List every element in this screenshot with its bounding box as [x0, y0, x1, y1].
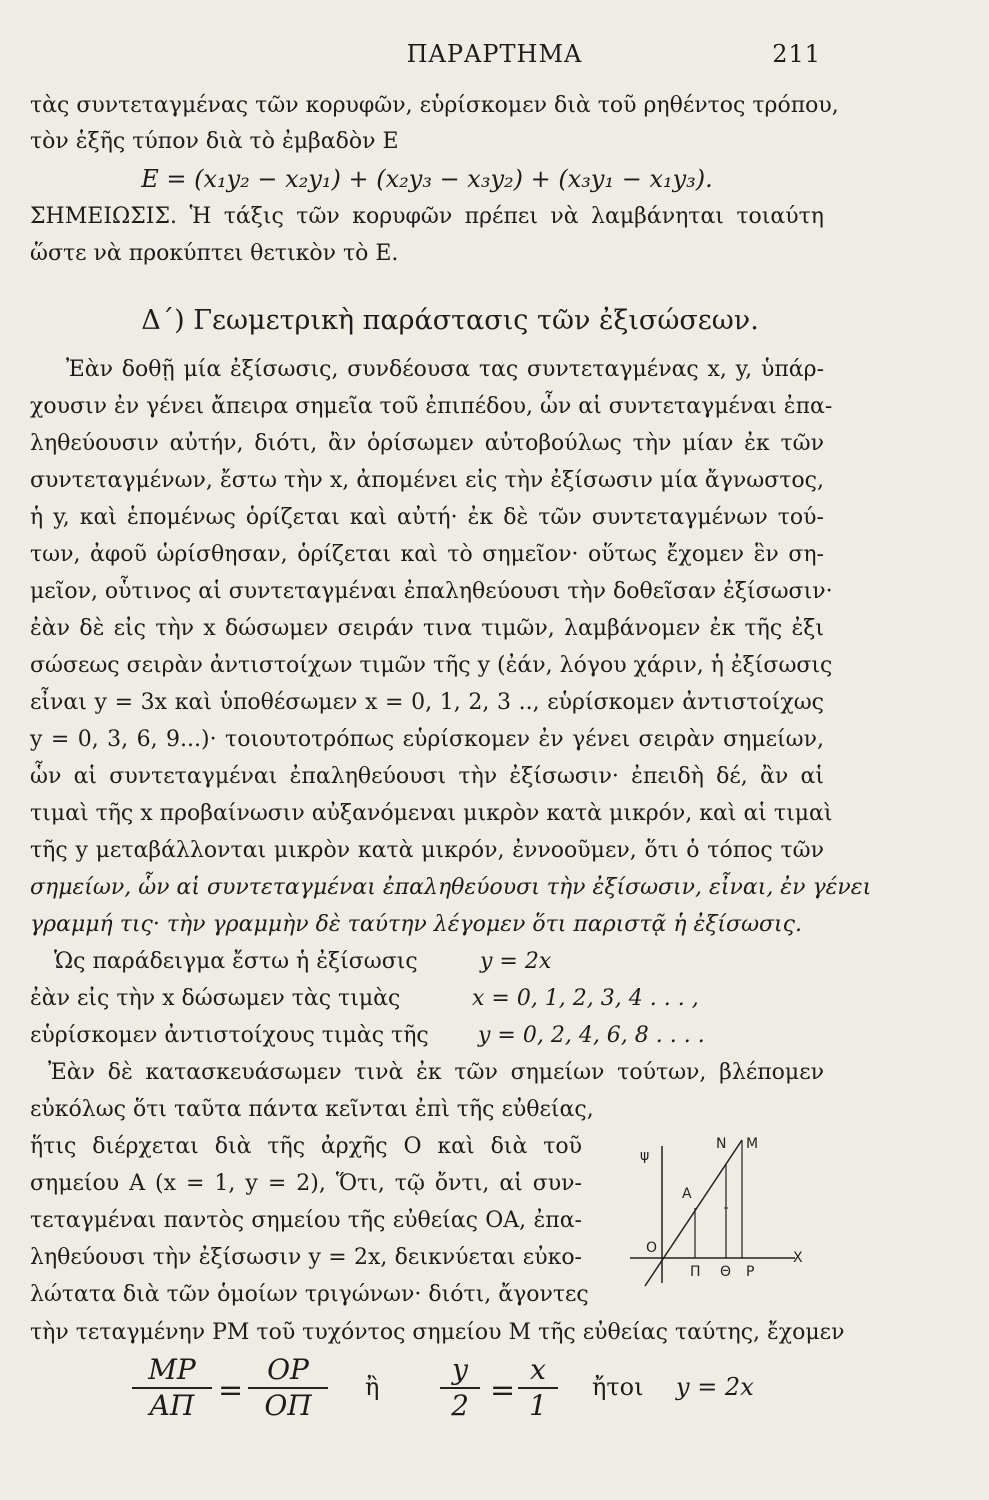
- example-x-values: x = 0, 1, 2, 3, 4 . . . ,: [472, 986, 699, 1011]
- paragraph-line: εὐκόλως ὅτι ταῦτα πάντα κεῖνται ἐπὶ τῆς εὐθείας,: [30, 1097, 594, 1122]
- pi-label: Π: [690, 1264, 701, 1280]
- paragraph-line: των, ἀφοῦ ὡρίσθησαν, ὁρίζεται καὶ τὸ σημεῖον· οὕτως ἔχομεν ἓν ση-: [30, 542, 824, 567]
- paragraph-line: ληθεύουσιν αὐτήν, διότι, ἂν ὁρίσωμεν αὐτοβούλως τὴν μίαν ἐκ τῶν: [30, 431, 824, 456]
- paragraph-line: χουσιν ἐν γένει ἄπειρα σημεῖα τοῦ ἐπιπέδου, ὧν αἱ συντεταγμέναι ἐπα-: [30, 394, 833, 419]
- paragraph-line: Ἐὰν δὲ κατασκευάσωμεν τινὰ ἐκ τῶν σημείων τούτων, βλέπομεν: [48, 1060, 824, 1085]
- fraction-op-opi: [248, 1353, 328, 1423]
- paragraph-line: γραμμή τις· τὴν γραμμὴν δὲ ταύτην λέγομεν ὅτι παριστᾷ ἡ ἐξίσωσις.: [30, 912, 802, 937]
- paragraph-line: μεῖον, οὗτινος αἱ συντεταγμέναι ἐπαληθεύουσι τὴν δοθεῖσαν ἐξίσωσιν·: [30, 579, 833, 604]
- note-line: ὥστε νὰ προκύπτει θετικὸν τὸ Ε.: [30, 241, 399, 266]
- equals-sign: =: [218, 1373, 244, 1408]
- denominator: ΟΠ: [264, 1389, 312, 1422]
- running-header: ΠΑΡΑΡΤΗΜΑ: [406, 40, 583, 68]
- numerator: x: [518, 1353, 558, 1389]
- paragraph-line: y = 0, 3, 6, 9...)· τοιουτοτρόπως εὑρίσκομεν ἐν γένει σειρὰν σημείων,: [30, 727, 824, 752]
- paragraph-line: ἐὰν δὲ εἰς τὴν x δώσωμεν σειράν τινα τιμῶν, λαμβάνομεν ἐκ τῆς ἐξι: [30, 616, 824, 641]
- p-label: P: [746, 1264, 755, 1280]
- a-label: A: [682, 1186, 692, 1202]
- section-title: Δ΄) Γεωμετρικὴ παράστασις τῶν ἐξισώσεων.: [141, 305, 759, 336]
- example-label: Ὡς παράδειγμα ἔστω ἡ ἐξίσωσις: [54, 949, 418, 974]
- or-word: ἢ: [365, 1373, 380, 1401]
- text-line: τὸν ἑξῆς τύπον διὰ τὸ ἐμβαδὸν Ε: [30, 129, 399, 154]
- paragraph-line: εἶναι y = 3x καὶ ὑποθέσωμεν x = 0, 1, 2, 3 .., εὑρίσκομεν ἀντιστοίχως: [30, 690, 824, 715]
- paragraph-line: ὧν αἱ συντεταγμέναι ἐπαληθεύουσι τὴν ἐξίσωσιν· ἐπειδὴ δέ, ἂν αἱ: [30, 764, 824, 789]
- example-y-values: y = 0, 2, 4, 6, 8 . . . .: [478, 1023, 705, 1048]
- namely-word: ἤτοι: [592, 1373, 644, 1401]
- denominator: 1: [529, 1389, 547, 1422]
- x-label: X: [793, 1250, 803, 1266]
- paragraph-line: σημείων, ὧν αἱ συντεταγμέναι ἐπαληθεύουσι τὴν ἐξίσωσιν, εἶναι, ἐν γένει: [30, 875, 872, 900]
- numerator: ΜΡ: [132, 1353, 212, 1389]
- paragraph-line: Ἐὰν δοθῇ μία ἐξίσωσις, συνδέουσα τας συντεταγμένας x, y, ὑπάρ-: [66, 357, 824, 382]
- example-label: ἐὰν εἰς τὴν x δώσωμεν τὰς τιμὰς: [30, 986, 401, 1011]
- paragraph-line: τεταγμέναι παντὸς σημείου τῆς εὐθείας ΟΑ, ἐπα-: [30, 1208, 582, 1233]
- paragraph-line: τιμαὶ τῆς x προβαίνωσιν αὐξανόμεναι μικρὸν κατὰ μικρόν, καὶ αἱ τιμαὶ: [30, 801, 833, 826]
- numerator: y: [440, 1353, 480, 1389]
- paragraph-line: σώσεως σειρὰν ἀντιστοίχων τιμῶν τῆς y (ἐάν, λόγου χάριν, ἡ ἐξίσωσις: [30, 653, 833, 678]
- paragraph-line: σημείου Α (x = 1, y = 2), Ὅτι, τῷ ὄντι, αἱ συν-: [30, 1171, 582, 1196]
- fraction-mp-ap: [132, 1353, 212, 1423]
- theta-label: Θ: [720, 1264, 732, 1280]
- paragraph-line: τὴν τεταγμένην ΡΜ τοῦ τυχόντος σημείου Μ τῆς εὐθείας ταύτης, ἔχομεν: [30, 1320, 845, 1345]
- result-equation: y = 2x: [676, 1373, 754, 1401]
- paragraph-line: τῆς y μεταβάλλονται μικρὸν κατὰ μικρόν, ἐννοοῦμεν, ὅτι ὁ τόπος τῶν: [30, 838, 824, 863]
- o-label: O: [646, 1240, 658, 1256]
- page-number: 211: [772, 40, 821, 68]
- denominator: 2: [451, 1389, 469, 1422]
- area-formula: E = (x₁y₂ − x₂y₁) + (x₂y₃ − x₃y₂) + (x₃y₁ − x₁y₃).: [141, 165, 713, 193]
- n-label: N: [716, 1136, 727, 1152]
- paragraph-line: συντεταγμένων, ἔστω τὴν x, ἀπομένει εἰς τὴν ἐξίσωσιν μία ἄγνωστος,: [30, 468, 824, 493]
- note-line: ΣΗΜΕΙΩΣΙΣ. Ἡ τάξις τῶν κορυφῶν πρέπει νὰ λαμβάνηται τοιαύτη: [30, 204, 824, 229]
- paragraph-line: λώτατα διὰ τῶν ὁμοίων τριγώνων· διότι, ἄγοντες: [30, 1282, 589, 1307]
- equals-sign: =: [490, 1373, 516, 1408]
- psi-label: ψ: [640, 1148, 650, 1164]
- text-line: τὰς συντεταγμένας τῶν κορυφῶν, εὑρίσκομεν διὰ τοῦ ρηθέντος τρόπου,: [30, 93, 839, 118]
- paragraph-line: ληθεύουσι τὴν ἐξίσωσιν y = 2x, δεικνύεται εὐκο-: [30, 1245, 582, 1270]
- example-equation: y = 2x: [480, 949, 552, 974]
- paragraph-line: ἥτις διέρχεται διὰ τῆς ἀρχῆς Ο καὶ διὰ τοῦ: [30, 1134, 582, 1159]
- m-label: M: [746, 1136, 759, 1152]
- fraction-x-1: [518, 1353, 558, 1423]
- line-figure: [600, 1128, 820, 1298]
- denominator: ΑΠ: [149, 1389, 195, 1422]
- numerator: ΟΡ: [248, 1353, 328, 1389]
- example-label: εὑρίσκομεν ἀντιστοίχους τιμὰς τῆς: [30, 1023, 429, 1048]
- paragraph-line: ἡ y, καὶ ἑπομένως ὁρίζεται καὶ αὐτή· ἐκ δὲ τῶν συντεταγμένων τού-: [30, 505, 824, 530]
- fraction-y-2: [440, 1353, 480, 1423]
